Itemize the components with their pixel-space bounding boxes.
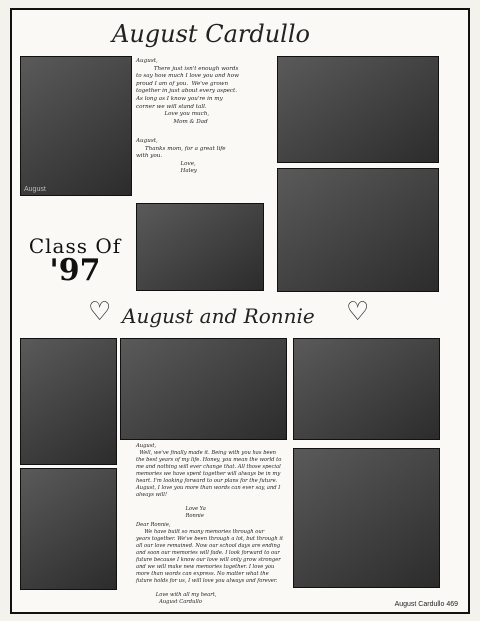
class-year: '97 bbox=[49, 253, 101, 288]
heart-icon-right: ♡ bbox=[346, 297, 370, 327]
senior-portrait bbox=[20, 56, 132, 196]
yearbook-page bbox=[10, 8, 470, 614]
heart-icon-left: ♡ bbox=[88, 297, 112, 327]
page-footer: August Cardullo 469 bbox=[394, 601, 458, 608]
haley-message: August, Thanks mom, for a great life with you. Love, Haley bbox=[136, 138, 226, 175]
message-to-ronnie: Dear Ronnie, We have built so many memories through our years together. We've been through a lot, but through it all our love remained. Now our school days are ending and soon our memories will fade. I look forward to our future because I know our love will only grow stronger and we will make new memories together. I love you more than words can express. No matter what the future holds for us, I will love you always and forever. Love with all my heart, August Cardullo bbox=[136, 522, 284, 605]
parents-message: August, There just isn't enough words to say how much I love you and how proud I am of you. We've grown together in just about every aspect. As long as I know you're in my corner we will stand tall. Love you much, Mom & Dad bbox=[136, 58, 239, 125]
child-portrait bbox=[277, 168, 439, 292]
page-title: August Cardullo bbox=[112, 20, 310, 48]
couple-title: August and Ronnie bbox=[122, 304, 315, 328]
class-of-label: Class Of bbox=[28, 234, 122, 258]
family-group-photo bbox=[120, 338, 287, 440]
message-to-august: August, Well, we've finally made it. Being with you has been the best years of my life. Honey, you mean the world to me and nothing will ever change that. All those special memories we have spent together will always be in my heart. I'm looking forward to our plans for the future. August, I love you more than words can ever say, and I always will! Love Ya Ronnie bbox=[136, 443, 282, 519]
sisters-photo bbox=[136, 203, 264, 291]
couple-garden-photo bbox=[293, 448, 440, 588]
toddler-christmas-photo bbox=[277, 56, 439, 163]
couple-selfie-photo bbox=[20, 468, 117, 590]
portrait-signature: August bbox=[24, 186, 46, 193]
couple-outdoor-photo bbox=[293, 338, 440, 440]
class-of-heading bbox=[20, 236, 130, 286]
couple-formal-photo bbox=[20, 338, 117, 465]
